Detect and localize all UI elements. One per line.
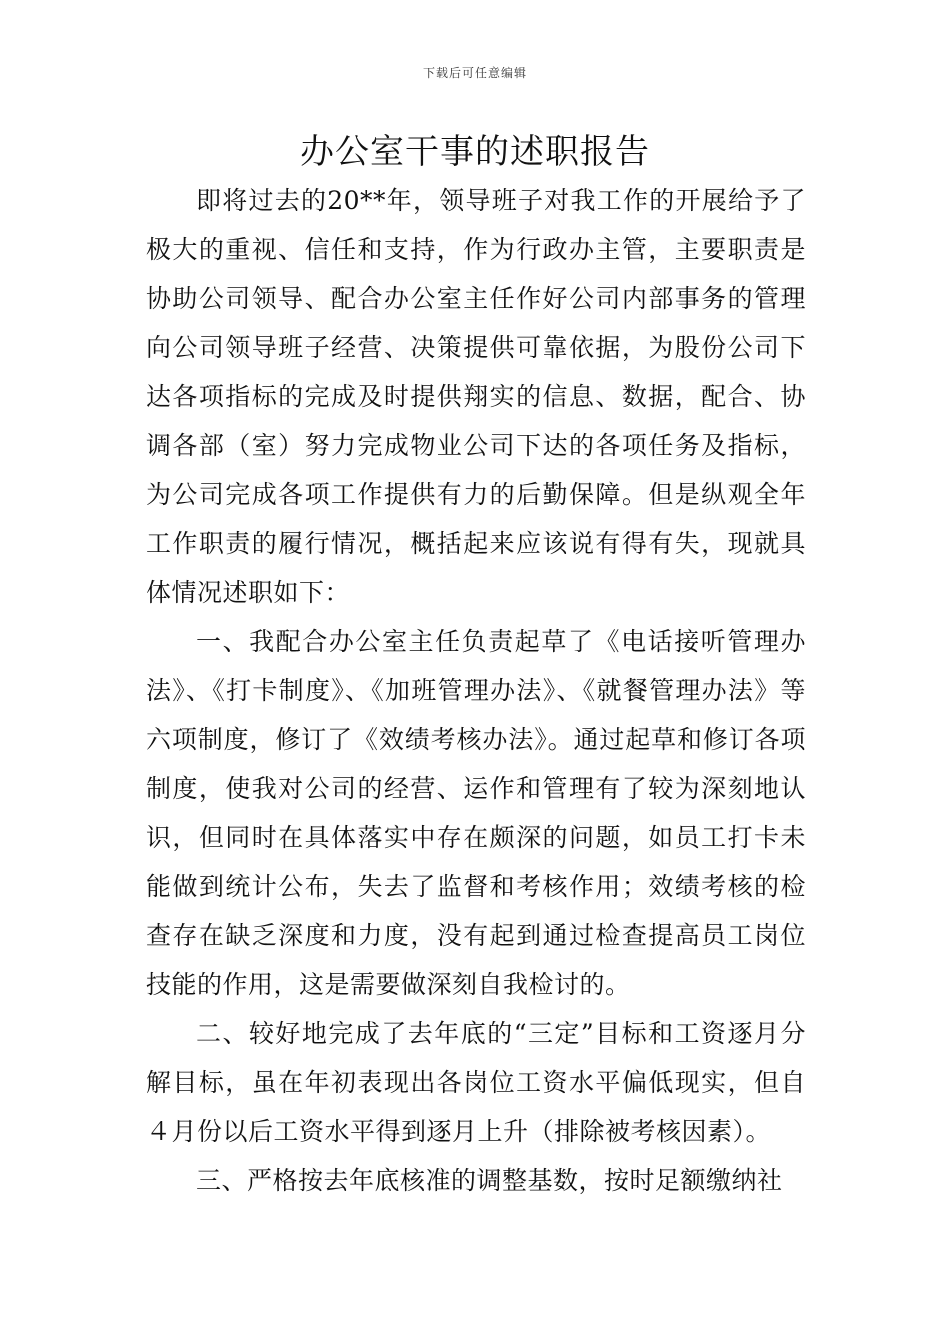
paragraph-item-1: 一、我配合办公室主任负责起草了《电话接听管理办法》、《打卡制度》、《加班管理办法》、《就餐管理办法》等六项制度，修订了《效绩考核办法》。通过起草和修订各项制度，使我对公司的经营、运作和管理有了较为深刻地认识，但同时在具体落实中存在颇深的问题，如员工打卡未能做到统计公布，失去了监督和考核作用；效绩考核的检查存在缺乏深度和力度，没有起到通过检查提高员工岗位技能的作用，这是需要做深刻自我检讨的。 bbox=[146, 627, 806, 999]
document-body bbox=[146, 176, 806, 1205]
paragraph-intro: 即将过去的20**年，领导班子对我工作的开展给予了极大的重视、信任和支持，作为行政办主管，主要职责是协助公司领导、配合办公室主任作好公司内部事务的管理向公司领导班子经营、决策提供可靠依据，为股份公司下达各项指标的完成及时提供翔实的信息、数据，配合、协调各部（室）努力完成物业公司下达的各项任务及指标，为公司完成各项工作提供有力的后勤保障。但是纵观全年工作职责的履行情况，概括起来应该说有得有失，现就具体情况述职如下： bbox=[146, 186, 806, 607]
paragraph-item-3: 三、严格按去年底核准的调整基数，按时足额缴纳社 bbox=[196, 1166, 783, 1195]
document-title: 办公室干事的述职报告 bbox=[300, 132, 650, 172]
paragraph-item-2: 二、较好地完成了去年底的“三定”目标和工资逐月分解目标，虽在年初表现出各岗位工资水平偏低现实，但自４月份以后工资水平得到逐月上升（排除被考核因素）。 bbox=[146, 1019, 806, 1146]
header-note: 下载后可任意编辑 bbox=[422, 66, 527, 80]
